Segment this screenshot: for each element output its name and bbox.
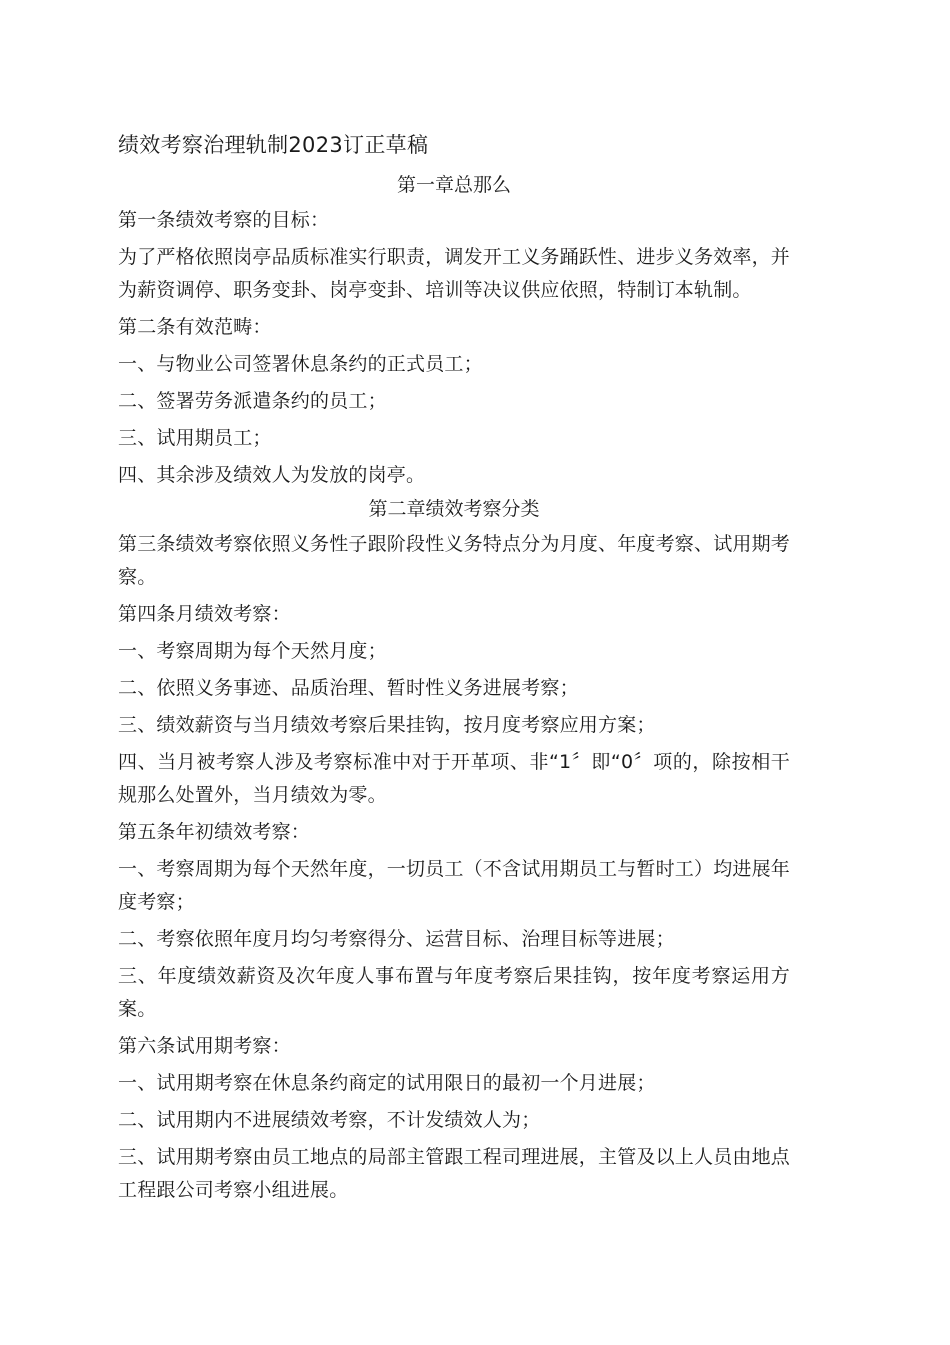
article-3-text: 第三条绩效考察依照义务性子跟阶段性义务特点分为月度、年度考察、试用期考察。	[118, 533, 791, 588]
article-5-item: 二、考察依照年度月均匀考察得分、运营目标、治理目标等进展；	[118, 928, 675, 950]
article-4-item: 一、考察周期为每个天然月度；	[118, 640, 387, 662]
article-2-item: 一、与物业公司签署休息条约的正式员工；	[118, 353, 483, 375]
article-4-item: 四、当月被考察人涉及考察标准中对于开革项、非“1〞即“0〞项的，除按相干规那么处置外，当月绩效为零。	[118, 751, 790, 806]
article-4-item: 二、依照义务事迹、品质治理、暂时性义务进展考察；	[118, 677, 579, 699]
article-6-item: 二、试用期内不进展绩效考察，不计发绩效人为；	[118, 1109, 541, 1131]
document-body	[118, 128, 790, 1211]
article-6-heading: 第六条试用期考察：	[118, 1035, 291, 1057]
article-1-heading: 第一条绩效考察的目标：	[118, 209, 330, 231]
article-2-item: 三、试用期员工；	[118, 427, 272, 449]
document-title: 绩效考察治理轨制2023订正草稿	[118, 133, 429, 157]
article-5-item: 三、年度绩效薪资及次年度人事布置与年度考察后果挂钩，按年度考察运用方案。	[118, 965, 790, 1020]
article-4-heading: 第四条月绩效考察：	[118, 603, 291, 625]
chapter-2-heading: 第二章绩效考察分类	[368, 498, 540, 520]
article-2-item: 二、签署劳务派遣条约的员工；	[118, 390, 387, 412]
article-5-heading: 第五条年初绩效考察：	[118, 821, 311, 843]
chapter-1-heading: 第一章总那么	[396, 174, 511, 196]
article-6-item: 三、试用期考察由员工地点的局部主管跟工程司理进展，主管及以上人员由地点工程跟公司考察小组进展。	[118, 1146, 791, 1201]
article-1-text: 为了严格依照岗亭品质标准实行职责，调发开工义务踊跃性、进步义务效率，并为薪资调停、职务变卦、岗亭变卦、培训等决议供应依照，特制订本轨制。	[118, 246, 791, 301]
article-5-item: 一、考察周期为每个天然年度，一切员工（不含试用期员工与暂时工）均进展年度考察；	[118, 858, 791, 913]
article-6-item: 一、试用期考察在休息条约商定的试用限日的最初一个月进展；	[118, 1072, 656, 1094]
article-2-heading: 第二条有效范畴：	[118, 316, 272, 338]
article-2-item: 四、其余涉及绩效人为发放的岗亭。	[118, 464, 426, 486]
article-4-item: 三、绩效薪资与当月绩效考察后果挂钩，按月度考察应用方案；	[118, 714, 656, 736]
